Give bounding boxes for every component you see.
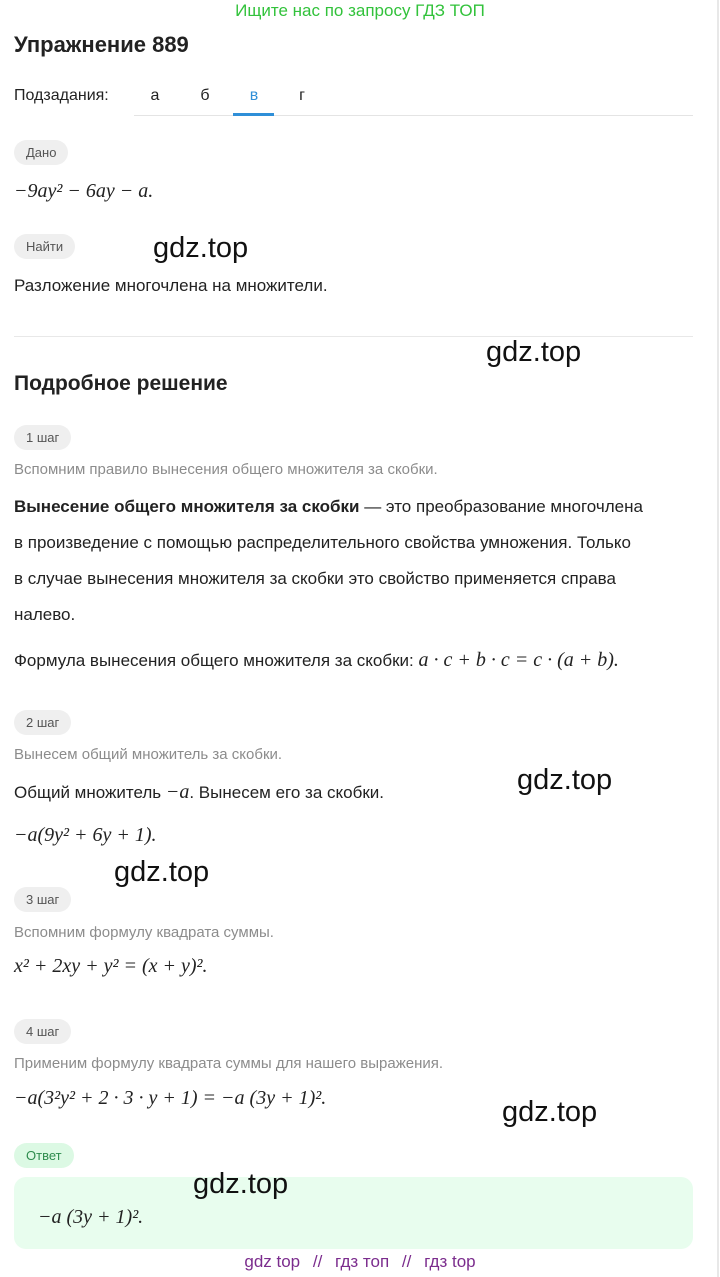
footer-separator: //	[312, 1252, 323, 1271]
step-3-badge: 3 шаг	[14, 887, 71, 912]
section-divider	[14, 336, 693, 337]
step-2-text-before: Общий множитель	[14, 783, 166, 802]
solution-title: Подробное решение	[14, 372, 228, 395]
step-2-text-after: . Вынесем его за скобки.	[189, 783, 384, 802]
step-1-definition	[14, 489, 643, 525]
given-expression: −9ay² − 6ay − a.	[14, 180, 154, 202]
step-4-hint: Применим формулу квадрата суммы для нашего выражения.	[14, 1055, 444, 1072]
footer-separator: //	[401, 1252, 412, 1271]
step-1-formula-line	[14, 642, 619, 679]
step-4-badge: 4 шаг	[14, 1019, 71, 1044]
tab-b[interactable]: б	[200, 87, 210, 104]
tabs-divider	[134, 115, 693, 116]
find-text: Разложение многочлена на множители.	[14, 276, 328, 295]
watermark: gdz.top	[517, 764, 613, 796]
step-1-line-1: в произведение с помощью распределительного свойства умножения. Только	[14, 533, 631, 552]
watermark: gdz.top	[486, 336, 582, 368]
step-2-text	[14, 774, 384, 811]
step-2-badge: 2 шаг	[14, 710, 71, 735]
answer-badge: Ответ	[14, 1143, 74, 1168]
step-2-hint: Вынесем общий множитель за скобки.	[14, 746, 283, 763]
watermark: gdz.top	[502, 1096, 598, 1128]
find-badge: Найти	[14, 234, 75, 259]
page-title: Упражнение 889	[14, 32, 189, 57]
watermark: gdz.top	[114, 856, 210, 888]
answer-expression: −a (3y + 1)².	[38, 1206, 144, 1228]
tab-g[interactable]: г	[299, 87, 305, 104]
footer-link-2[interactable]: гдз топ	[335, 1252, 390, 1271]
tab-a[interactable]: а	[150, 87, 160, 104]
step-1-definition-rest: — это преобразование многочлена	[359, 497, 643, 516]
footer-links	[0, 1252, 720, 1272]
given-badge: Дано	[14, 140, 68, 165]
step-2-result: −a(9y² + 6y + 1).	[14, 824, 157, 846]
watermark: gdz.top	[193, 1168, 289, 1200]
step-3-hint: Вспомним формулу квадрата суммы.	[14, 924, 274, 941]
tab-v-active[interactable]: в	[249, 87, 259, 104]
subtasks-label: Подзадания:	[14, 87, 109, 104]
step-1-line-3: налево.	[14, 605, 76, 624]
watermark: gdz.top	[153, 232, 249, 264]
step-1-formula-prefix: Формула вынесения общего множителя за скобки:	[14, 651, 414, 670]
step-1-definition-term: Вынесение общего множителя за скобки	[14, 497, 360, 516]
step-1-badge: 1 шаг	[14, 425, 71, 450]
step-1-formula: a · c + b · c = c · (a + b).	[418, 649, 619, 671]
step-2-text-math: −a	[165, 781, 190, 803]
step-1-line-2: в случае вынесения множителя за скобки это свойство применяется справа	[14, 569, 616, 588]
footer-link-1[interactable]: gdz top	[244, 1252, 301, 1271]
active-tab-indicator	[233, 113, 274, 116]
search-banner[interactable]: Ищите нас по запросу ГДЗ ТОП	[235, 1, 485, 20]
step-3-formula: x² + 2xy + y² = (x + y)².	[14, 955, 208, 977]
step-1-hint: Вспомним правило вынесения общего множителя за скобки.	[14, 461, 438, 478]
right-border	[717, 0, 719, 1277]
footer-link-3[interactable]: гдз top	[424, 1252, 476, 1271]
step-4-formula: −a(3²y² + 2 · 3 · y + 1) = −a (3y + 1)².	[14, 1087, 327, 1109]
